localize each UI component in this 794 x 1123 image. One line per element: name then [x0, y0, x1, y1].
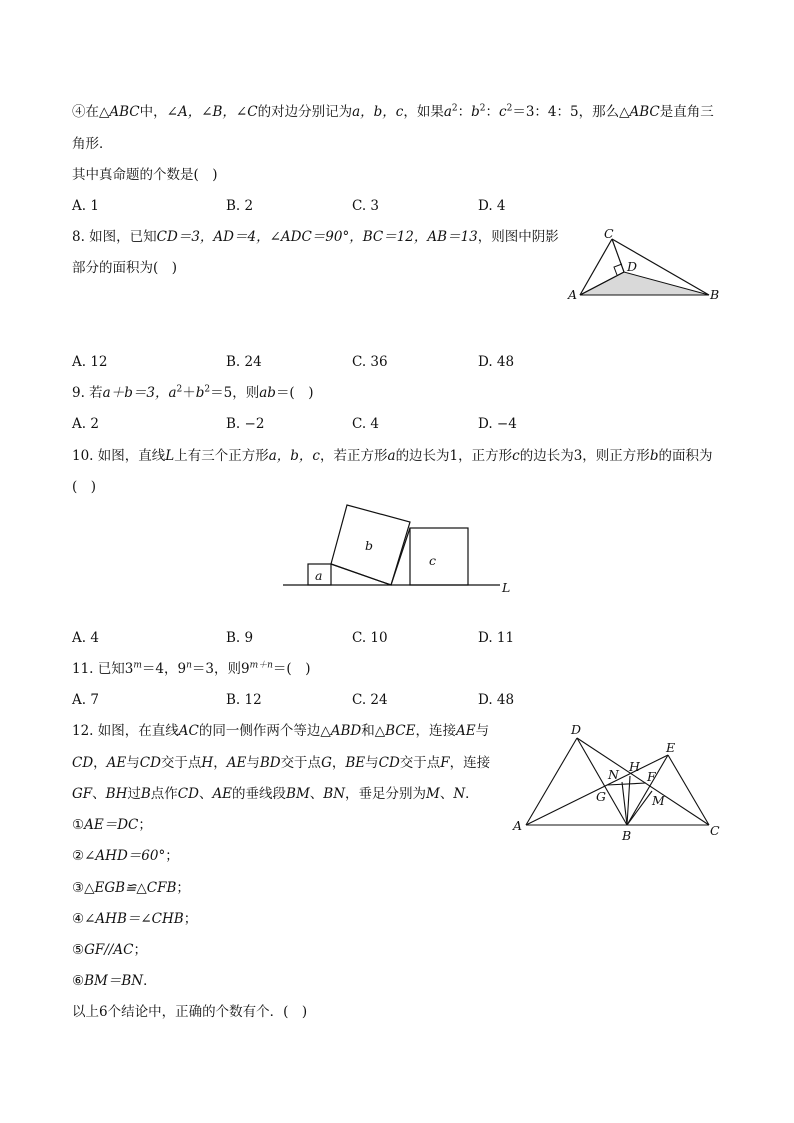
label-c: c [429, 553, 437, 568]
math: b [195, 385, 205, 401]
text: 上有三个正方形 [174, 448, 269, 464]
label-m: M [652, 793, 665, 808]
label-c: C [604, 226, 614, 241]
math: 9 [240, 661, 250, 677]
math: b [649, 448, 659, 464]
math: GF [72, 786, 93, 802]
text: 的对边分别记为 [257, 104, 353, 120]
q8-option-a[interactable]: A. 12 [72, 354, 108, 370]
math: BN [323, 786, 346, 802]
text: ； [138, 817, 152, 833]
exponent: 2 [176, 384, 183, 395]
text: 在 [85, 104, 99, 120]
text: 10. 如图，直线 [72, 448, 166, 464]
label-h: H [629, 759, 640, 774]
math: a [168, 385, 177, 401]
q11-option-c[interactable]: C. 24 [352, 692, 388, 708]
math: ∠A，∠B，∠C [166, 104, 258, 120]
q10-option-a[interactable]: A. 4 [72, 630, 99, 646]
label-a: A [568, 287, 578, 302]
text: 与 [475, 723, 490, 739]
exponent: m＋n [249, 660, 273, 671]
circled-number: ① [72, 817, 85, 833]
label-n: N [608, 767, 619, 782]
math: M [426, 786, 440, 802]
label-g: G [596, 789, 606, 804]
text: 9. 若 [72, 385, 103, 401]
q7-item4-line2: 角形． [72, 136, 113, 152]
text: ＝( ) [275, 385, 314, 401]
text: ； [133, 942, 147, 958]
triangle-symbol: △ [619, 104, 630, 120]
q8-option-c[interactable]: C. 36 [352, 354, 388, 370]
text: 的边长为3，则正方形 [519, 448, 650, 464]
text: ，连接 [449, 755, 491, 771]
circled-number: ④ [72, 104, 86, 120]
text: 的垂线段 [232, 786, 287, 802]
math: c [512, 448, 520, 464]
circled-number: ④ [72, 911, 85, 927]
math: BH [105, 786, 128, 802]
text: 、 [309, 786, 324, 802]
math: L [165, 448, 175, 464]
math: a＋b＝3， [102, 385, 169, 401]
text: 交于点 [160, 755, 202, 771]
label-b: B [622, 828, 632, 843]
text: 是直角三 [659, 104, 714, 120]
math: ABC [109, 104, 140, 120]
text: ； [183, 911, 198, 927]
math: 9 [177, 661, 187, 677]
text: ＝( ) [272, 661, 311, 677]
text: ，连接 [415, 723, 456, 739]
text: 过 [127, 786, 141, 802]
label-f: F [647, 769, 656, 784]
math: 3 [124, 661, 134, 677]
text: ＋ [182, 385, 196, 401]
math: G [321, 755, 332, 771]
q9-option-b[interactable]: B. −2 [226, 416, 265, 432]
math: B [140, 786, 151, 802]
q8-option-b[interactable]: B. 24 [226, 354, 262, 370]
text: ，则图中阴影 [477, 229, 559, 245]
exponent: 2 [506, 103, 513, 114]
q8-stem-line2: 部分的面积为( ) [72, 260, 178, 276]
text: ： [485, 104, 500, 120]
math: CD [139, 755, 161, 771]
label-a: a [315, 568, 323, 583]
circled-number: ⑤ [72, 942, 85, 958]
math: a，b，c [352, 104, 404, 120]
text: ， [93, 755, 107, 771]
math: AE＝DC [84, 817, 139, 833]
math: c [499, 104, 507, 120]
text: 点作 [150, 786, 178, 802]
text: ， [213, 755, 227, 771]
circled-number: ③ [72, 880, 85, 896]
text: ； [165, 848, 179, 864]
exponent: 2 [204, 384, 211, 395]
label-d: D [627, 259, 638, 274]
label-d: D [571, 722, 582, 737]
q9-option-d[interactable]: D. −4 [478, 416, 517, 432]
math: AE [212, 786, 233, 802]
text: 8. 如图，已知 [72, 229, 157, 245]
exponent: n [186, 660, 192, 671]
math: a [443, 104, 452, 120]
text: ． [143, 973, 157, 989]
q11-option-d[interactable]: D. 48 [478, 692, 515, 708]
circled-number: ② [72, 848, 85, 864]
q10-option-d[interactable]: D. 11 [478, 630, 515, 646]
label-a: A [513, 818, 523, 833]
circled-number: ⑥ [72, 973, 85, 989]
math: CD [378, 755, 400, 771]
text: 的面积为 [658, 448, 713, 464]
text: 交于点 [399, 755, 441, 771]
text: 、 [198, 786, 213, 802]
text: 与 [246, 755, 260, 771]
math: N [453, 786, 466, 802]
label-b: b [365, 538, 374, 553]
exponent: m [133, 660, 142, 671]
math: △EGB≌△CFB [84, 880, 177, 896]
q7-option-a[interactable]: A. 1 [72, 198, 99, 214]
label-b: B [710, 287, 720, 302]
math: CD [72, 755, 94, 771]
math: AC [178, 723, 199, 739]
math: CD＝3，AD＝4，∠ADC＝90°，BC＝12，AB＝13 [156, 229, 478, 245]
text: ，若正方形 [320, 448, 388, 464]
q7-option-b[interactable]: B. 2 [226, 198, 254, 214]
math: F [440, 755, 450, 771]
text: ． [465, 786, 479, 802]
q11-option-a[interactable]: A. 7 [72, 692, 99, 708]
text: 和△ [361, 723, 386, 739]
q10-stem-line2: ( ) [72, 479, 97, 495]
text: ： [457, 104, 472, 120]
text: 与 [365, 755, 379, 771]
math: BD [259, 755, 281, 771]
text: ； [176, 880, 190, 896]
text: ＝5，则 [210, 385, 260, 401]
label-c: C [710, 823, 720, 838]
text: 交于点 [280, 755, 322, 771]
math: AE [456, 723, 476, 739]
text: ，垂足分别为 [345, 786, 427, 802]
text: ， [331, 755, 346, 771]
math: a [387, 448, 396, 464]
q7-option-d[interactable]: D. 4 [478, 198, 506, 214]
text: ＝3：4：5，那么 [512, 104, 620, 120]
math: BM＝BN [84, 973, 144, 989]
text: 与 [126, 755, 140, 771]
text: 11. 已知 [72, 661, 125, 677]
text: 、 [92, 786, 106, 802]
text: 的边长为1，正方形 [395, 448, 513, 464]
q10-option-c[interactable]: C. 10 [352, 630, 388, 646]
text: ＝3，则 [191, 661, 241, 677]
math: ∠AHB＝∠CHB [84, 911, 184, 927]
math: ab [259, 385, 276, 401]
text: 的同一侧作两个等边△ [198, 723, 331, 739]
math: CD [177, 786, 199, 802]
math: H [201, 755, 214, 771]
text: ，如果 [403, 104, 444, 120]
label-e: E [666, 740, 676, 755]
text: ＝4， [141, 661, 178, 677]
text: 、 [439, 786, 454, 802]
q8-option-d[interactable]: D. 48 [478, 354, 515, 370]
text: 中， [139, 104, 167, 120]
q7-option-c[interactable]: C. 3 [352, 198, 380, 214]
text: 12. 如图，在直线 [72, 723, 179, 739]
math: ∠AHD＝60° [84, 848, 166, 864]
math: BCE [385, 723, 416, 739]
exponent: 2 [479, 103, 486, 114]
q9-option-c[interactable]: C. 4 [352, 416, 380, 432]
label-l: L [502, 580, 511, 595]
q9-option-a[interactable]: A. 2 [72, 416, 99, 432]
q10-option-b[interactable]: B. 9 [226, 630, 254, 646]
math: a，b，c [268, 448, 320, 464]
math: AE [106, 755, 127, 771]
q11-option-b[interactable]: B. 12 [226, 692, 262, 708]
q12-question: 以上6个结论中，正确的个数有个．( ) [72, 1004, 308, 1020]
exponent: 2 [451, 103, 458, 114]
math: b [471, 104, 480, 120]
math: BM [286, 786, 310, 802]
q7-question: 其中真命题的个数是( ) [72, 167, 218, 183]
math: ABC [629, 104, 660, 120]
math: BE [345, 755, 366, 771]
triangle-symbol: △ [99, 104, 110, 120]
math: GF//AC [84, 942, 134, 958]
math: ABD [330, 723, 362, 739]
math: AE [226, 755, 247, 771]
